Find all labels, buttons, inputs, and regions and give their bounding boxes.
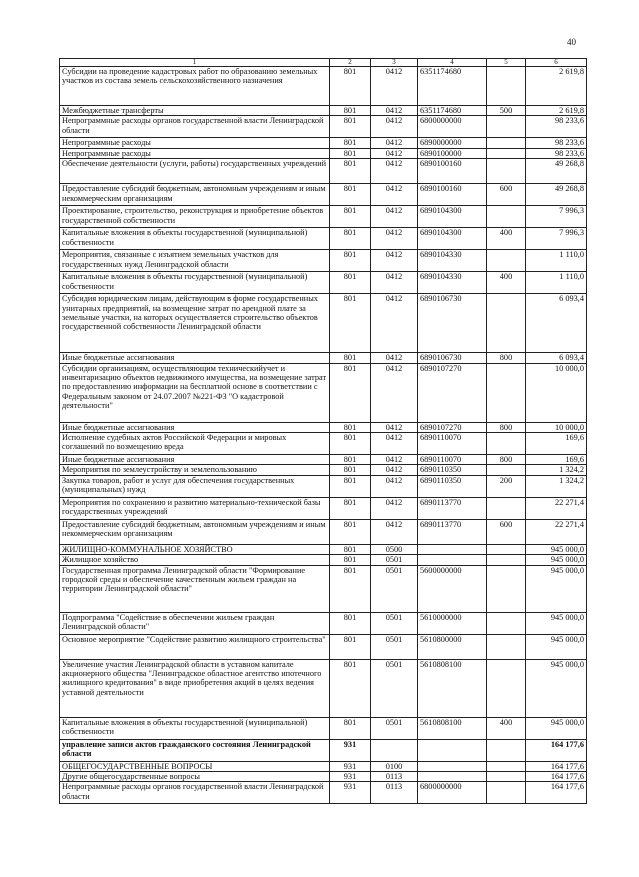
row-amount: 2 619,8: [526, 106, 587, 116]
row-admin-code: 931: [330, 782, 371, 804]
row-amount: 945 000,0: [526, 555, 587, 565]
row-target-code: [418, 772, 487, 782]
row-name: Капитальные вложения в объекты государственной (муниципальной) собственности: [60, 717, 330, 739]
row-name: Капитальные вложения в объекты государственной (муниципальной) собственности: [60, 272, 330, 294]
row-expense-type: [487, 612, 526, 634]
table-row: [60, 475, 587, 497]
row-expense-type: [487, 782, 526, 804]
row-amount: 1 110,0: [526, 250, 587, 272]
row-amount: 1 324,2: [526, 475, 587, 497]
table-row: [60, 519, 587, 544]
row-admin-code: 801: [330, 455, 371, 465]
row-expense-type: [487, 544, 526, 554]
row-expense-type: [487, 433, 526, 455]
row-section-code: 0501: [371, 659, 418, 717]
row-admin-code: 801: [330, 116, 371, 138]
row-name: ОБЩЕГОСУДАРСТВЕННЫЕ ВОПРОСЫ: [60, 761, 330, 771]
row-name: Мероприятия по землеустройству и землепользованию: [60, 465, 330, 475]
row-name: Другие общегосударственные вопросы: [60, 772, 330, 782]
row-amount: 98 233,6: [526, 138, 587, 148]
table-row: [60, 294, 587, 353]
row-amount: 7 996,3: [526, 228, 587, 250]
row-expense-type: [487, 772, 526, 782]
table-row: [60, 555, 587, 565]
row-section-code: 0501: [371, 565, 418, 612]
row-name: Закупка товаров, работ и услуг для обеспечения государственных (муниципальных) нужд: [60, 475, 330, 497]
row-expense-type: [487, 761, 526, 771]
row-amount: 164 177,6: [526, 782, 587, 804]
row-target-code: 6890100160: [418, 159, 487, 184]
row-name: Государственная программа Ленинградской области "Формирование городской среды и обеспечение качественным жильем граждан на территории Ленинградской области": [60, 565, 330, 612]
row-expense-type: 800: [487, 455, 526, 465]
row-expense-type: [487, 363, 526, 422]
row-section-code: 0412: [371, 184, 418, 206]
table-row: [60, 422, 587, 432]
row-admin-code: 931: [330, 739, 371, 761]
row-amount: 945 000,0: [526, 612, 587, 634]
row-name: Исполнение судебных актов Российской Федерации и мировых соглашений по возмещению вреда: [60, 433, 330, 455]
table-row: [60, 106, 587, 116]
row-name: Иные бюджетные ассигнования: [60, 353, 330, 363]
row-amount: 6 093,4: [526, 353, 587, 363]
row-admin-code: 801: [330, 497, 371, 519]
table-row: [60, 206, 587, 228]
row-expense-type: 800: [487, 422, 526, 432]
row-name: Мероприятия по сохранению и развитию материально-технической базы государственных учреждений: [60, 497, 330, 519]
row-section-code: 0412: [371, 138, 418, 148]
row-target-code: 6890100160: [418, 184, 487, 206]
page-number: 40: [567, 37, 576, 47]
row-target-code: 6351174680: [418, 67, 487, 106]
table-row: [60, 739, 587, 761]
row-name: Непрограммные расходы органов государственной власти Ленинградской области: [60, 782, 330, 804]
column-number: 5: [487, 59, 526, 67]
row-amount: 98 233,6: [526, 148, 587, 158]
row-section-code: 0412: [371, 422, 418, 432]
row-target-code: 6890113770: [418, 519, 487, 544]
row-section-code: 0412: [371, 465, 418, 475]
row-name: Непрограммные расходы: [60, 138, 330, 148]
row-amount: 945 000,0: [526, 544, 587, 554]
row-name: Подпрограмма "Содействие в обеспечении жильем граждан Ленинградской области": [60, 612, 330, 634]
row-admin-code: 801: [330, 612, 371, 634]
row-name: управление записи актов гражданского состояния Ленинградской области: [60, 739, 330, 761]
row-name: Обеспечение деятельности (услуги, работы) государственных учреждений: [60, 159, 330, 184]
row-name: Субсидии на проведение кадастровых работ по образованию земельных участков из состава земель сельскохозяйственного назначения: [60, 67, 330, 106]
table-row: [60, 465, 587, 475]
row-expense-type: [487, 138, 526, 148]
row-section-code: 0113: [371, 772, 418, 782]
row-name: Иные бюджетные ассигнования: [60, 455, 330, 465]
row-name: ЖИЛИЩНО-КОММУНАЛЬНОЕ ХОЗЯЙСТВО: [60, 544, 330, 554]
row-expense-type: [487, 497, 526, 519]
table-row: [60, 544, 587, 554]
row-amount: 945 000,0: [526, 717, 587, 739]
row-target-code: 6890113770: [418, 497, 487, 519]
row-section-code: 0412: [371, 455, 418, 465]
row-target-code: 5610808100: [418, 717, 487, 739]
row-amount: 2 619,8: [526, 67, 587, 106]
row-name: Капитальные вложения в объекты государственной (муниципальной) собственности: [60, 228, 330, 250]
row-amount: 169,6: [526, 455, 587, 465]
row-amount: 22 271,4: [526, 497, 587, 519]
row-amount: 7 996,3: [526, 206, 587, 228]
row-admin-code: 801: [330, 250, 371, 272]
column-number-row: [60, 59, 587, 67]
row-name: Непрограммные расходы органов государственной власти Ленинградской области: [60, 116, 330, 138]
row-section-code: 0500: [371, 544, 418, 554]
row-admin-code: 801: [330, 148, 371, 158]
column-number: 4: [418, 59, 487, 67]
row-section-code: [371, 739, 418, 761]
row-target-code: 6890000000: [418, 138, 487, 148]
row-amount: 6 093,4: [526, 294, 587, 353]
row-expense-type: 200: [487, 475, 526, 497]
row-target-code: 6890104300: [418, 228, 487, 250]
row-expense-type: 600: [487, 184, 526, 206]
row-amount: 10 000,0: [526, 363, 587, 422]
row-amount: 10 000,0: [526, 422, 587, 432]
row-target-code: 6890106730: [418, 294, 487, 353]
row-expense-type: [487, 739, 526, 761]
row-admin-code: 801: [330, 422, 371, 432]
row-admin-code: 801: [330, 138, 371, 148]
row-section-code: 0412: [371, 228, 418, 250]
row-admin-code: 931: [330, 772, 371, 782]
row-expense-type: [487, 634, 526, 659]
row-expense-type: [487, 659, 526, 717]
row-amount: 164 177,6: [526, 761, 587, 771]
row-admin-code: 801: [330, 565, 371, 612]
row-name: Предоставление субсидий бюджетным, автономным учреждениям и иным некоммерческим организациям: [60, 519, 330, 544]
table-row: [60, 659, 587, 717]
row-amount: 49 268,8: [526, 159, 587, 184]
row-amount: 49 268,8: [526, 184, 587, 206]
row-expense-type: [487, 565, 526, 612]
row-admin-code: 801: [330, 159, 371, 184]
row-admin-code: 801: [330, 634, 371, 659]
row-amount: 945 000,0: [526, 565, 587, 612]
row-amount: 98 233,6: [526, 116, 587, 138]
row-admin-code: 801: [330, 206, 371, 228]
row-target-code: 6890110350: [418, 465, 487, 475]
row-expense-type: 500: [487, 106, 526, 116]
row-section-code: 0412: [371, 116, 418, 138]
row-name: Жилищное хозяйство: [60, 555, 330, 565]
table-row: [60, 116, 587, 138]
table-row: [60, 455, 587, 465]
row-expense-type: 600: [487, 519, 526, 544]
row-section-code: 0113: [371, 782, 418, 804]
row-expense-type: [487, 555, 526, 565]
row-expense-type: [487, 206, 526, 228]
row-section-code: 0412: [371, 250, 418, 272]
row-amount: 1 324,2: [526, 465, 587, 475]
row-target-code: 6890104300: [418, 206, 487, 228]
row-target-code: 6890107270: [418, 363, 487, 422]
row-section-code: 0412: [371, 106, 418, 116]
row-target-code: 6890110070: [418, 455, 487, 465]
row-amount: 164 177,6: [526, 739, 587, 761]
row-target-code: 5610808100: [418, 659, 487, 717]
row-target-code: 6890107270: [418, 422, 487, 432]
row-target-code: 6890110350: [418, 475, 487, 497]
row-admin-code: 931: [330, 761, 371, 771]
row-expense-type: [487, 159, 526, 184]
row-section-code: 0100: [371, 761, 418, 771]
row-amount: 169,6: [526, 433, 587, 455]
row-admin-code: 801: [330, 294, 371, 353]
row-section-code: 0501: [371, 612, 418, 634]
table-row: [60, 228, 587, 250]
row-admin-code: 801: [330, 228, 371, 250]
row-target-code: [418, 761, 487, 771]
row-target-code: 5610000000: [418, 612, 487, 634]
row-admin-code: 801: [330, 184, 371, 206]
row-admin-code: 801: [330, 353, 371, 363]
row-amount: 164 177,6: [526, 772, 587, 782]
row-section-code: 0501: [371, 717, 418, 739]
row-admin-code: 801: [330, 67, 371, 106]
row-name: Мероприятия, связанные с изъятием земельных участков для государственных нужд Ленинградской области: [60, 250, 330, 272]
table-row: [60, 782, 587, 804]
row-section-code: 0501: [371, 634, 418, 659]
row-name: Межбюджетные трансферты: [60, 106, 330, 116]
table-row: [60, 250, 587, 272]
table-row: [60, 272, 587, 294]
row-name: Проектирование, строительство, реконструкция и приобретение объектов государственной собственности: [60, 206, 330, 228]
row-name: Основное мероприятие "Содействие развитию жилищного строительства": [60, 634, 330, 659]
row-section-code: 0412: [371, 433, 418, 455]
row-target-code: [418, 739, 487, 761]
table-row: [60, 363, 587, 422]
row-expense-type: 400: [487, 717, 526, 739]
row-admin-code: 801: [330, 659, 371, 717]
row-expense-type: 400: [487, 272, 526, 294]
row-amount: 1 110,0: [526, 272, 587, 294]
row-section-code: 0501: [371, 555, 418, 565]
row-name: Увеличение участия Ленинградской области в уставном капитале акционерного общества "Ленинградское областное агентство ипотечного жилищного кредитования" в виде приобретения акций в целях ведения уставной деятельности: [60, 659, 330, 717]
row-admin-code: 801: [330, 555, 371, 565]
row-expense-type: [487, 294, 526, 353]
row-expense-type: [487, 465, 526, 475]
row-expense-type: 800: [487, 353, 526, 363]
row-section-code: 0412: [371, 294, 418, 353]
row-target-code: 6800000000: [418, 782, 487, 804]
row-section-code: 0412: [371, 272, 418, 294]
row-target-code: 5600000000: [418, 565, 487, 612]
budget-table: [59, 58, 587, 804]
column-number: 1: [60, 59, 330, 67]
row-admin-code: 801: [330, 465, 371, 475]
row-section-code: 0412: [371, 206, 418, 228]
row-admin-code: 801: [330, 717, 371, 739]
row-target-code: 6800000000: [418, 116, 487, 138]
row-target-code: [418, 555, 487, 565]
row-section-code: 0412: [371, 497, 418, 519]
row-target-code: [418, 544, 487, 554]
column-number: 3: [371, 59, 418, 67]
row-amount: 945 000,0: [526, 634, 587, 659]
table-row: [60, 565, 587, 612]
table-row: [60, 612, 587, 634]
table-row: [60, 634, 587, 659]
row-admin-code: 801: [330, 519, 371, 544]
row-section-code: 0412: [371, 475, 418, 497]
row-section-code: 0412: [371, 519, 418, 544]
row-expense-type: [487, 67, 526, 106]
row-admin-code: 801: [330, 272, 371, 294]
row-expense-type: [487, 116, 526, 138]
row-amount: 22 271,4: [526, 519, 587, 544]
table-row: [60, 184, 587, 206]
table-row: [60, 497, 587, 519]
row-expense-type: [487, 148, 526, 158]
row-admin-code: 801: [330, 433, 371, 455]
row-admin-code: 801: [330, 544, 371, 554]
row-name: Непрограммные расходы: [60, 148, 330, 158]
row-expense-type: 400: [487, 228, 526, 250]
row-amount: 945 000,0: [526, 659, 587, 717]
table-row: [60, 717, 587, 739]
table-row: [60, 761, 587, 771]
row-expense-type: [487, 250, 526, 272]
row-admin-code: 801: [330, 363, 371, 422]
row-target-code: 6890104330: [418, 250, 487, 272]
row-target-code: 6890110070: [418, 433, 487, 455]
row-admin-code: 801: [330, 475, 371, 497]
table-row: [60, 772, 587, 782]
row-target-code: 6890100000: [418, 148, 487, 158]
row-name: Субсидии организациям, осуществляющим техническийучет и инвентаризацию объектов недвижимого имущества, на возмещение затрат по предоставлению информации на бесплатной основе в соответствии с Федеральным законом от 24.07.2007 №221-ФЗ "О кадастровой деятельности": [60, 363, 330, 422]
column-number: 6: [526, 59, 587, 67]
row-section-code: 0412: [371, 363, 418, 422]
row-section-code: 0412: [371, 148, 418, 158]
table-row: [60, 67, 587, 106]
table-row: [60, 148, 587, 158]
row-target-code: 6890104330: [418, 272, 487, 294]
row-name: Иные бюджетные ассигнования: [60, 422, 330, 432]
row-target-code: 6890106730: [418, 353, 487, 363]
table-row: [60, 353, 587, 363]
row-target-code: 6351174680: [418, 106, 487, 116]
row-admin-code: 801: [330, 106, 371, 116]
row-name: Субсидия юридическим лицам, действующим в форме государственных унитарных предприятий, на возмещение затрат по арендной плате за земельные участки, на которых осуществляется строительство объектов государственной собственности Ленинградской области: [60, 294, 330, 353]
row-name: Предоставление субсидий бюджетным, автономным учреждениям и иным некоммерческим организациям: [60, 184, 330, 206]
row-target-code: 5610800000: [418, 634, 487, 659]
row-section-code: 0412: [371, 159, 418, 184]
column-number: 2: [330, 59, 371, 67]
row-section-code: 0412: [371, 67, 418, 106]
table-row: [60, 433, 587, 455]
table-row: [60, 138, 587, 148]
table-row: [60, 159, 587, 184]
row-section-code: 0412: [371, 353, 418, 363]
